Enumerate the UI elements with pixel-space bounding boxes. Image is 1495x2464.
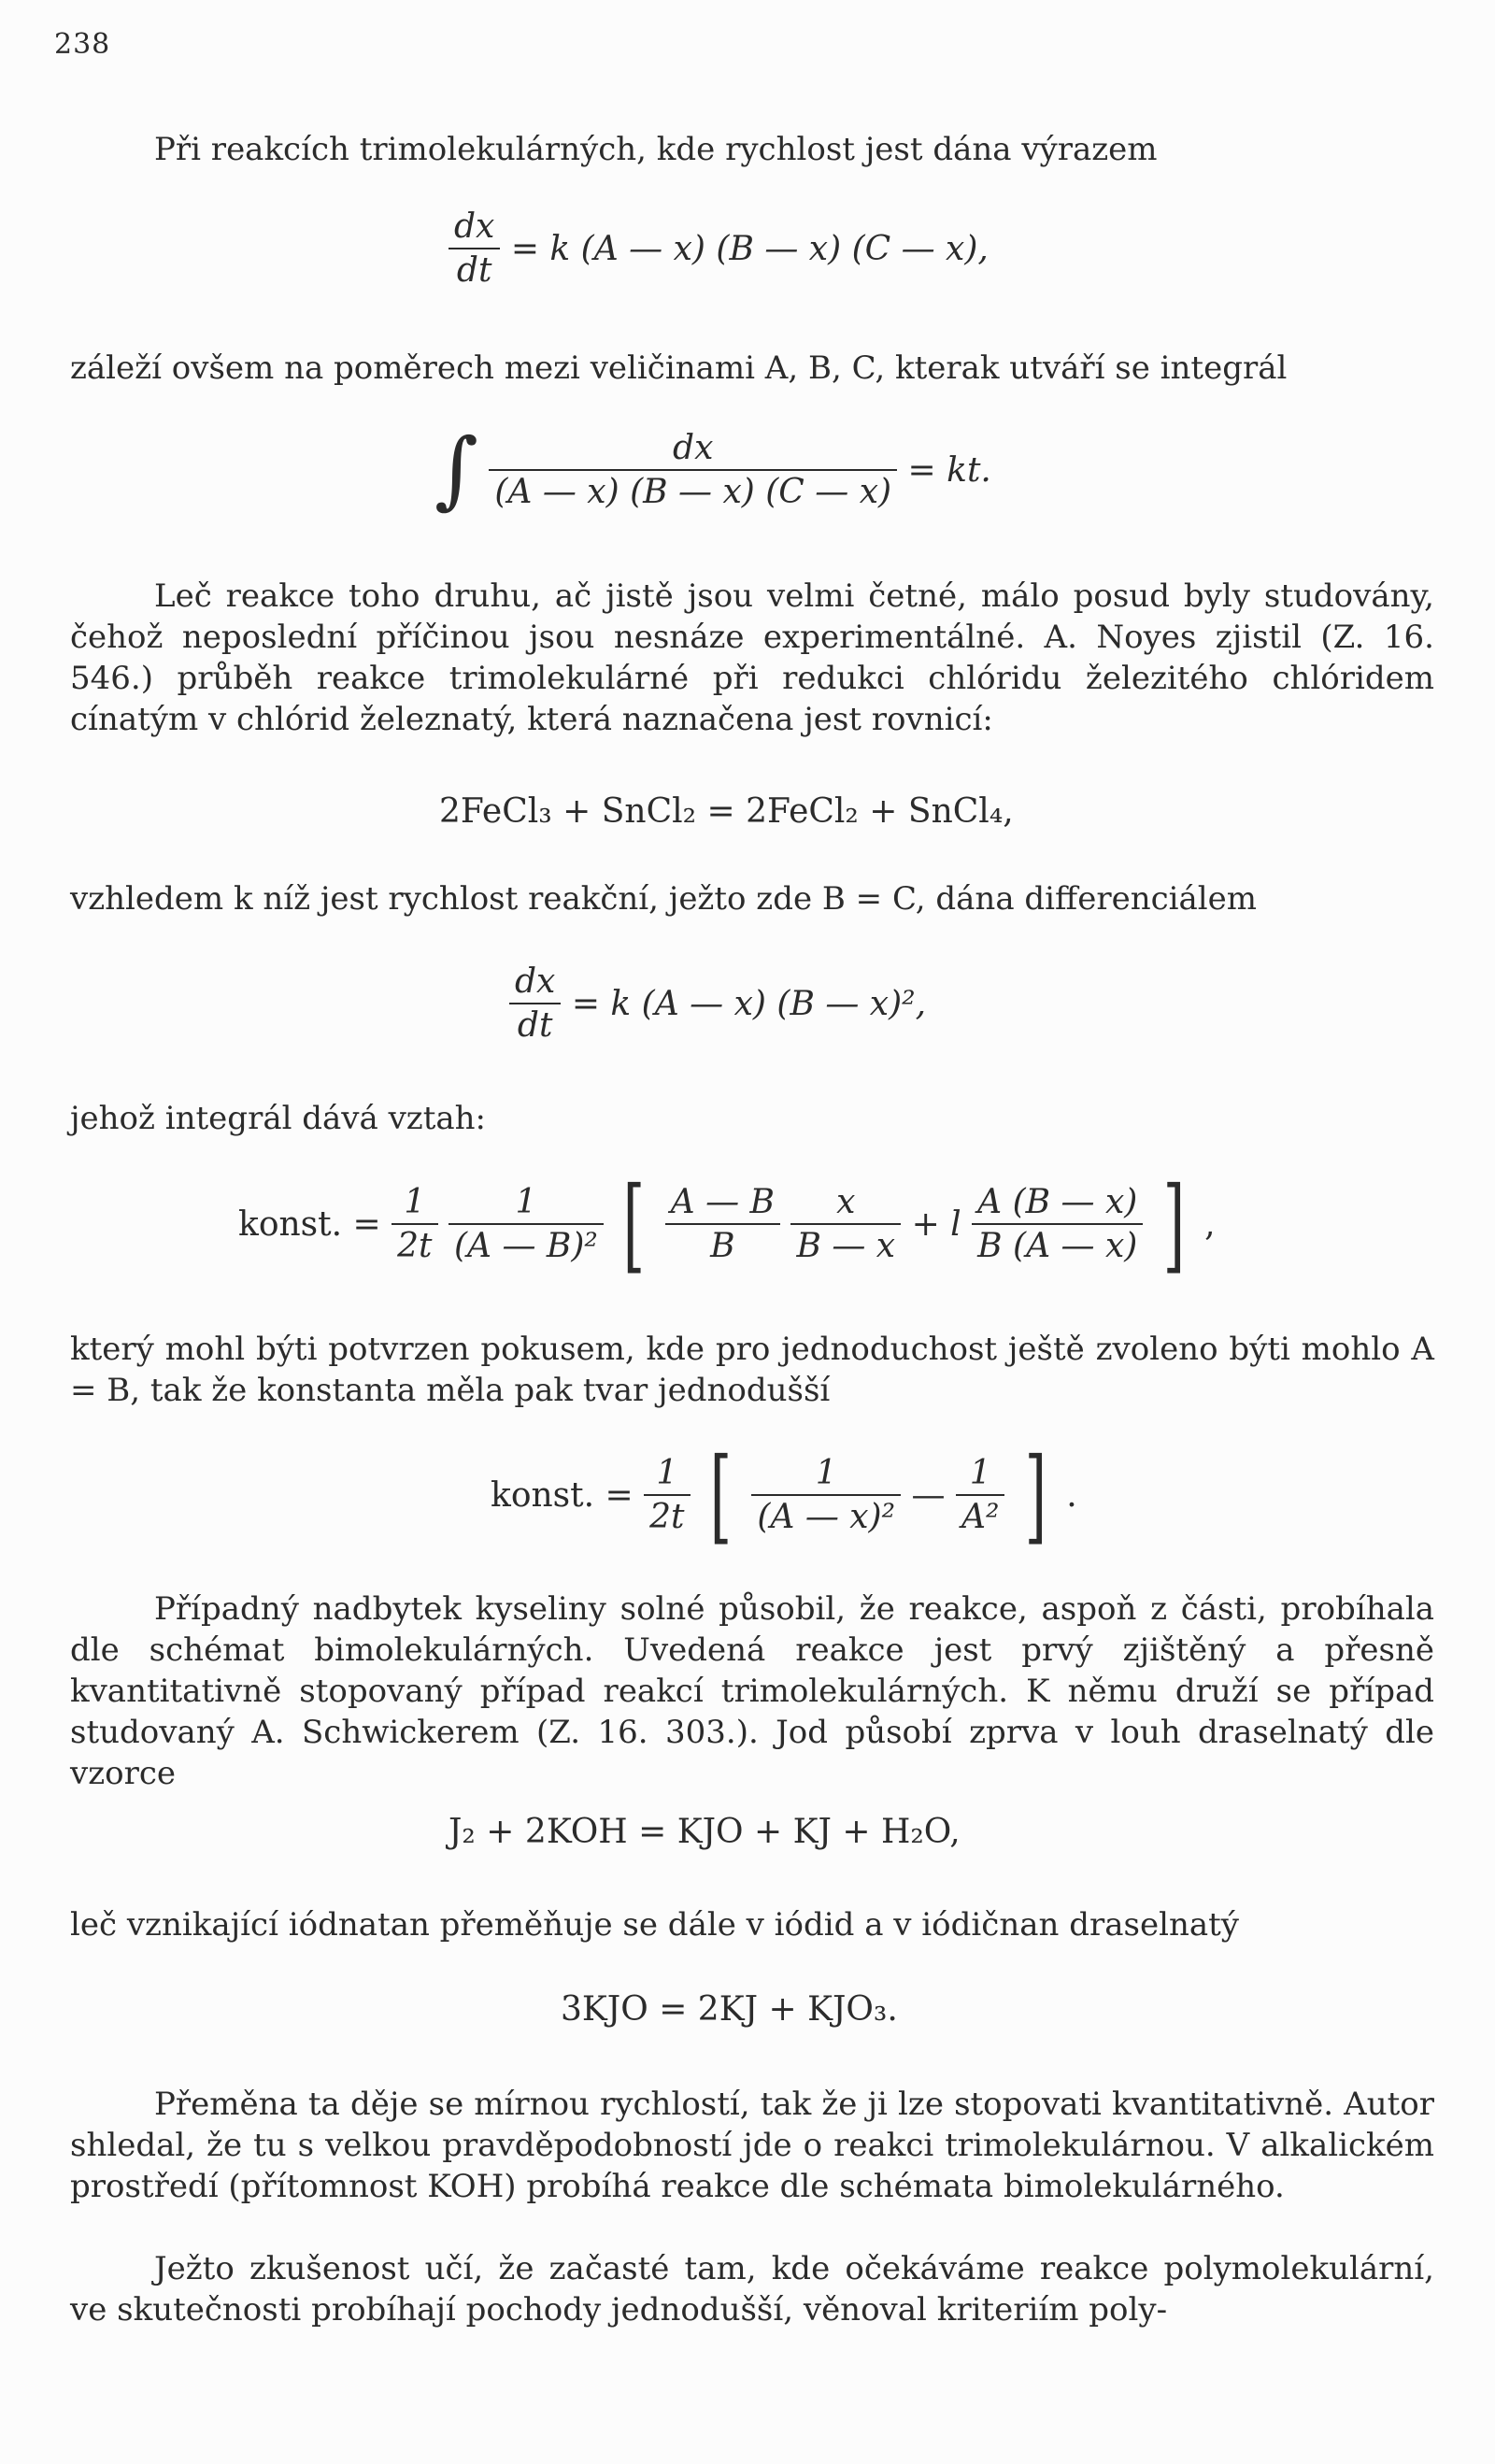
paragraph-differential: vzhledem k níž jest rychlost reakční, ježto zde B = C, dána differenciálem: [70, 880, 1258, 918]
equation-rhs: = k (A — x) (B — x)²,: [571, 984, 927, 1023]
konst-label: konst. =: [238, 1204, 381, 1244]
fraction-log-argument: [972, 1183, 1143, 1265]
paragraph-schwicker: Případný nadbytek kyseliny solné působil, že reakce, aspoň z části, probíhala dle schémat bimolekulárných. Uvedená reakce jest prvý zjištěný a přesně kvantitativně stopovaný případ reakcí trimolekulárných. K němu druží se případ studovaný A. Schwickerem (Z. 16. 303.). Jod působí zprva v louh draselnatý dle vzorce: [70, 1590, 1434, 1792]
fraction-denominator: 2t: [649, 1498, 685, 1536]
left-bracket: [: [709, 1435, 733, 1555]
paragraph-integral-relation: jehož integrál dává vztah:: [70, 1100, 487, 1137]
right-bracket: ]: [1024, 1435, 1047, 1555]
equation-end: .: [1066, 1475, 1077, 1515]
equation-end: ,: [1204, 1204, 1216, 1244]
right-bracket: ]: [1162, 1164, 1186, 1284]
equation-rhs: = k (A — x) (B — x) (C — x),: [510, 229, 989, 268]
left-bracket: [: [622, 1164, 646, 1284]
paragraph-verification: který mohl býti potvrzen pokusem, kde pro jednoduchost ještě zvoleno býti mohlo A = B, tak že konstanta měla pak tvar jednodušší: [70, 1331, 1434, 1409]
fraction-1-over-a-squared: [956, 1454, 1004, 1536]
paragraph-integral-intro: záleží ovšem na poměrech mezi veličinami A, B, C, kterak utváří se integrál: [70, 349, 1288, 387]
fraction-numerator: 1: [751, 1454, 901, 1496]
fraction-numerator: 1: [392, 1183, 437, 1225]
page-number: 238: [54, 28, 111, 61]
fraction-a-minus-b-over-b: [665, 1183, 780, 1265]
fraction-denominator: dt: [517, 1006, 553, 1045]
paragraph-hypoiodite: leč vznikající iódnatan přeměňuje se dále v iódid a v iódičnan draselnatý: [70, 1906, 1239, 1944]
fraction-numerator: 1: [956, 1454, 1004, 1496]
equation-integral: [434, 420, 991, 519]
fraction-dx-dt: [509, 962, 561, 1045]
fraction-denominator: B: [710, 1227, 735, 1265]
fraction-1-over-a-minus-x-squared: [751, 1454, 901, 1536]
fraction-1-over-2t: [392, 1183, 437, 1265]
equation-konst-simplified: [491, 1435, 1077, 1555]
paragraph-intro: Při reakcích trimolekulárných, kde rychlost jest dána výrazem: [154, 131, 1158, 168]
equation-rhs: = kt.: [907, 450, 991, 490]
fraction-numerator: x: [790, 1183, 901, 1225]
konst-label: konst. =: [491, 1475, 634, 1515]
fraction-denominator: 2t: [397, 1227, 433, 1265]
fraction-numerator: dx: [489, 429, 897, 471]
fraction-denominator: A²: [961, 1498, 1000, 1536]
minus-sign: —: [911, 1475, 946, 1515]
equation-rate-trimolecular: [448, 207, 989, 290]
fraction-1-over-2t: [644, 1454, 690, 1536]
fraction-denominator: dt: [456, 251, 492, 290]
fraction-denominator: (A — B)²: [453, 1227, 598, 1265]
fraction-numerator: dx: [509, 962, 561, 1004]
paragraph-conversion: Přeměna ta děje se mírnou rychlostí, tak že ji lze stopovati kvantitativně. Autor shledal, že tu s velkou pravděpodobností jde o reakci trimolekulárnou. V alkalickém prostředí (přítomnost KOH) probíhá reakce dle schémata bimolekulárného.: [70, 2086, 1434, 2205]
fraction-dx-dt: [448, 207, 500, 290]
fraction-numerator: A — B: [665, 1183, 780, 1225]
equation-kjo-disproportionation: 3KJO = 2KJ + KJO₃.: [561, 1990, 898, 2029]
fraction-numerator: 1: [448, 1183, 604, 1225]
fraction-numerator: A (B — x): [972, 1183, 1143, 1225]
fraction-integrand: [489, 429, 897, 511]
fraction-denominator: (A — x) (B — x) (C — x): [494, 473, 892, 511]
paragraph-noyes: Leč reakce toho druhu, ač jistě jsou velmi četné, málo posud byly studovány, čehož neposlední příčinou jsou nesnáze experimentálné. A. Noyes zjistil (Z. 16. 546.) průběh reakce trimolekulárné při redukci chlóridu železitého chlóridem cínatým v chlórid železnatý, která naznačena jest rovnicí:: [70, 577, 1434, 738]
fraction-x-over-b-minus-x: [790, 1183, 901, 1265]
fraction-numerator: 1: [644, 1454, 690, 1496]
equation-rate-bimolecular-squared: [509, 962, 926, 1045]
paragraph-experience: Ježto zkušenost učí, že začasté tam, kde očekáváme reakce polymolekulární, ve skutečnosti probíhají pochody jednodušší, věnoval kriteriím poly-: [70, 2250, 1434, 2329]
fraction-denominator: B (A — x): [977, 1227, 1138, 1265]
plus-log: + l: [911, 1204, 961, 1244]
fraction-1-over-a-minus-b-squared: [448, 1183, 604, 1265]
fraction-numerator: dx: [448, 207, 500, 249]
fraction-denominator: (A — x)²: [757, 1498, 896, 1536]
fraction-denominator: B — x: [796, 1227, 896, 1265]
equation-konst-general: [238, 1164, 1216, 1284]
equation-iron-tin: 2FeCl₃ + SnCl₂ = 2FeCl₂ + SnCl₄,: [439, 792, 1014, 831]
integral-sign: ∫: [434, 420, 478, 519]
equation-iodine-koh: J₂ + 2KOH = KJO + KJ + H₂O,: [448, 1813, 961, 1851]
